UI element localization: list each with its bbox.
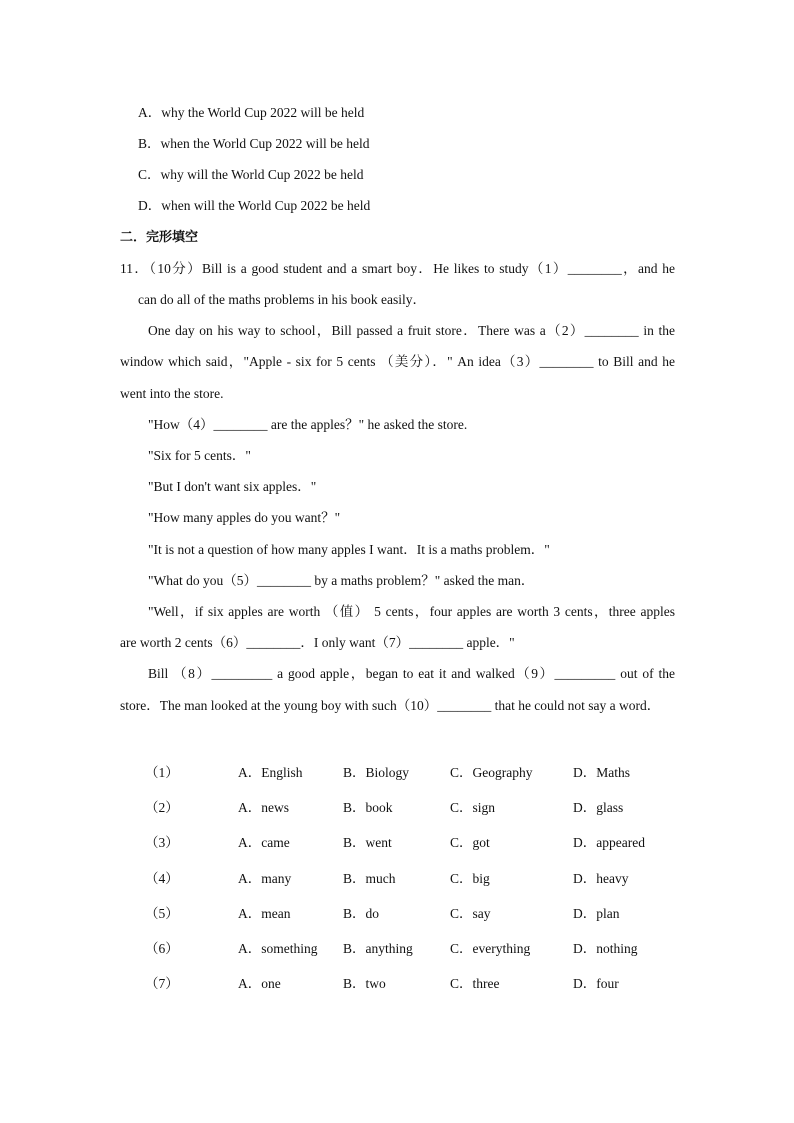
choice-number: （4） — [145, 871, 179, 886]
choice-option-b[interactable]: B．went — [343, 835, 392, 850]
choice-row — [0, 902, 794, 922]
choice-number: （6） — [145, 941, 179, 956]
choice-row — [0, 761, 794, 781]
choice-option-b[interactable]: B．much — [343, 871, 396, 886]
choice-option-b[interactable]: B．two — [343, 976, 386, 991]
choice-number: （5） — [145, 906, 179, 921]
choice-option-d[interactable]: D．heavy — [573, 871, 629, 886]
paragraph-3-line-2: are worth 2 cents（6）________．I only want（7）________ apple．" — [120, 635, 515, 650]
choice-option-a[interactable]: A．one — [238, 976, 281, 991]
dialogue-line: "But I don't want six apples．" — [148, 479, 317, 494]
choice-option-c[interactable]: C．sign — [450, 800, 496, 815]
choice-row — [0, 867, 794, 887]
paragraph-4-line-2: store．The man looked at the young boy with such（10）________ that he could not say a word． — [120, 698, 661, 713]
dialogue-line: "Six for 5 cents．" — [148, 448, 251, 463]
question-line-1: 11．（10分）Bill is a good student and a smart boy．He likes to study（1）________，and he — [120, 261, 675, 276]
choice-option-a[interactable]: A．mean — [238, 906, 291, 921]
choice-number: （1） — [145, 765, 179, 780]
dialogue-line: "How（4）________ are the apples？" he asked the store. — [148, 417, 468, 432]
choice-option-c[interactable]: C．say — [450, 906, 491, 921]
choice-option-a[interactable]: A．English — [238, 765, 303, 780]
choice-option-d[interactable]: D．four — [573, 976, 619, 991]
choice-option-b[interactable]: B．do — [343, 906, 380, 921]
prev-option-c: C．why will the World Cup 2022 be held — [138, 167, 364, 182]
choice-option-c[interactable]: C．everything — [450, 941, 531, 956]
choice-row — [0, 796, 794, 816]
dialogue-line: "It is not a question of how many apples I want．It is a maths problem．" — [148, 542, 550, 557]
paragraph-2-line-2: window which said，"Apple - six for 5 cents （美分）．" An idea（3）________ to Bill and he — [120, 354, 675, 369]
choice-row — [0, 937, 794, 957]
choice-number: （2） — [145, 800, 179, 815]
choice-number: （3） — [145, 835, 179, 850]
paragraph-3-line-1: "Well，if six apples are worth （值） 5 cents，four apples are worth 3 cents，three apples — [148, 604, 675, 619]
choice-option-c[interactable]: C．Geography — [450, 765, 533, 780]
section-title: 二．完形填空 — [120, 230, 199, 245]
choice-option-d[interactable]: D．plan — [573, 906, 620, 921]
choice-option-c[interactable]: C．three — [450, 976, 500, 991]
choice-row — [0, 831, 794, 851]
paragraph-4-line-1: Bill （8）_________ a good apple，began to eat it and walked（9）_________ out of the — [148, 666, 675, 681]
paragraph-2-line-3: went into the store. — [120, 386, 224, 401]
paragraph-2-line-1: One day on his way to school，Bill passed a fruit store．There was a（2）________ in the — [148, 323, 675, 338]
choice-option-b[interactable]: B．book — [343, 800, 393, 815]
prev-option-a: A．why the World Cup 2022 will be held — [138, 105, 365, 120]
choice-option-c[interactable]: C．got — [450, 835, 490, 850]
dialogue-line: "How many apples do you want？" — [148, 510, 341, 525]
choice-option-a[interactable]: A．many — [238, 871, 292, 886]
choice-option-b[interactable]: B．anything — [343, 941, 413, 956]
choice-option-a[interactable]: A．news — [238, 800, 289, 815]
choice-option-a[interactable]: A．something — [238, 941, 318, 956]
choice-option-d[interactable]: D．glass — [573, 800, 624, 815]
choice-row — [0, 972, 794, 992]
choice-option-c[interactable]: C．big — [450, 871, 490, 886]
prev-option-d: D．when will the World Cup 2022 be held — [138, 198, 371, 213]
choice-option-d[interactable]: D．Maths — [573, 765, 630, 780]
choice-option-d[interactable]: D．appeared — [573, 835, 645, 850]
choice-number: （7） — [145, 976, 179, 991]
prev-option-b: B．when the World Cup 2022 will be held — [138, 136, 370, 151]
choice-option-a[interactable]: A．came — [238, 835, 290, 850]
question-line-2: can do all of the maths problems in his book easily． — [138, 292, 426, 307]
choice-option-b[interactable]: B．Biology — [343, 765, 410, 780]
dialogue-line: "What do you（5）________ by a maths problem？" asked the man． — [148, 573, 535, 588]
choice-option-d[interactable]: D．nothing — [573, 941, 638, 956]
